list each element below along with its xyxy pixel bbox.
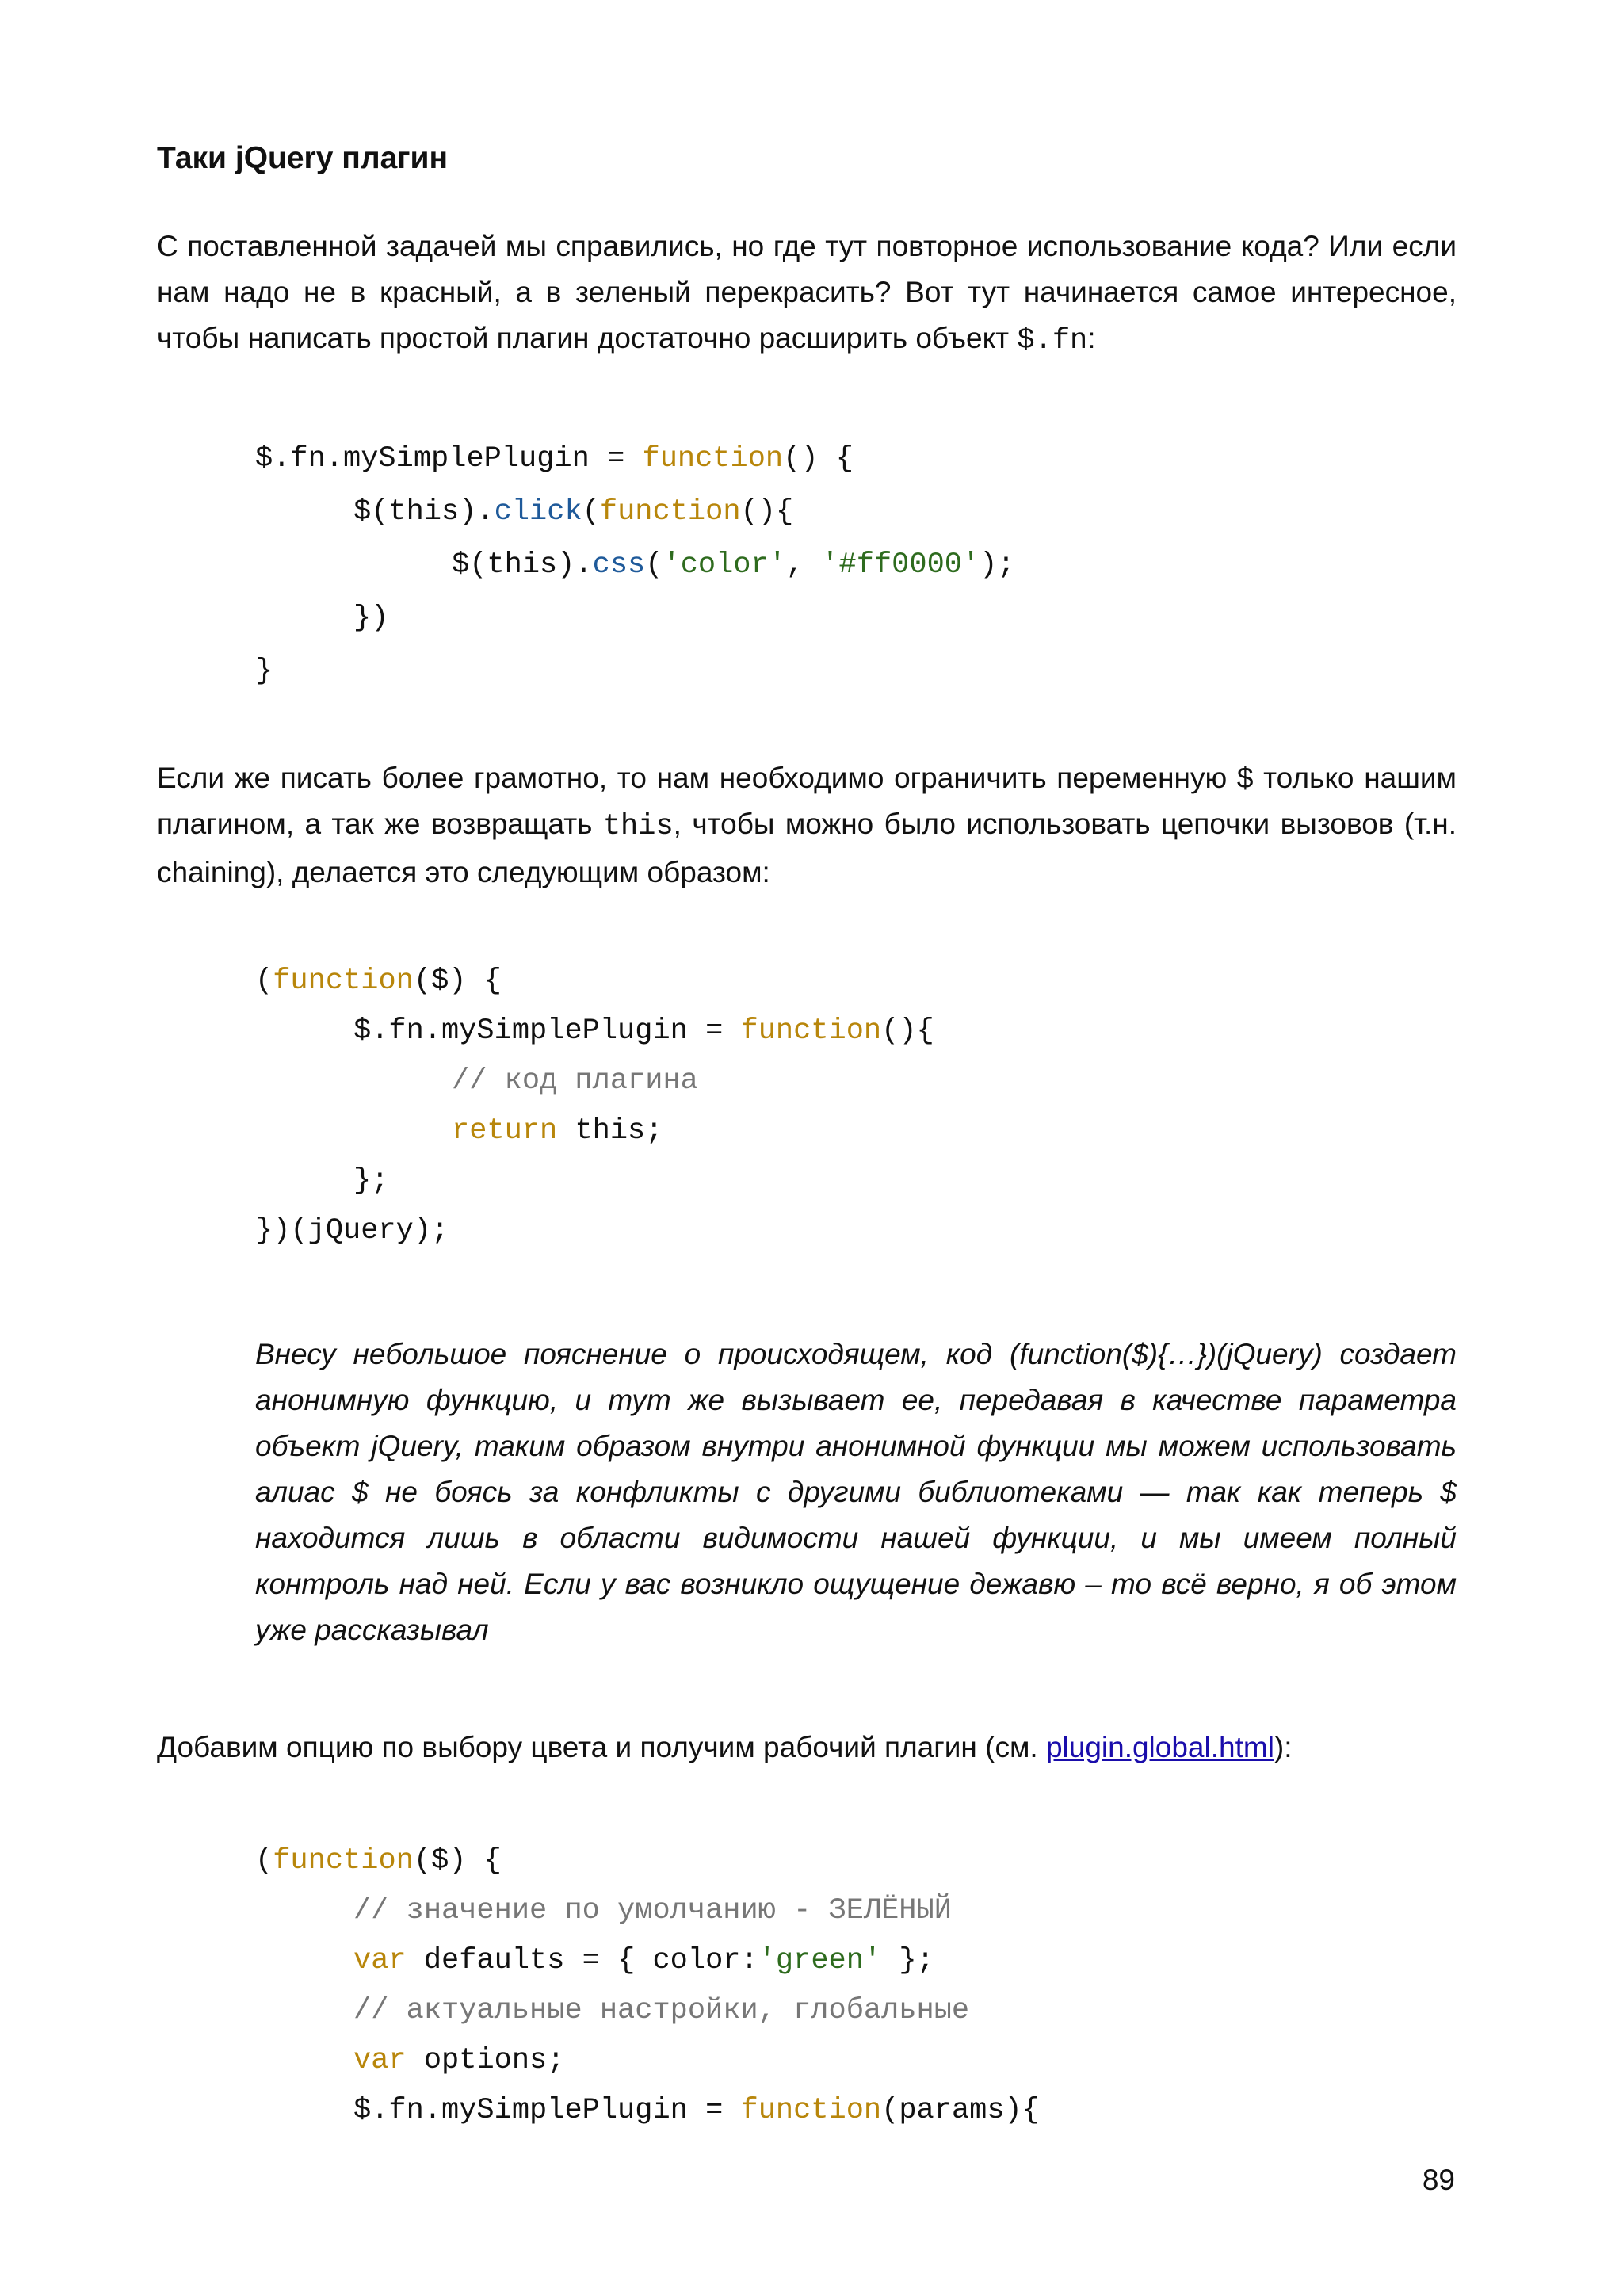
code-token-kw: function xyxy=(642,442,784,476)
code-line xyxy=(255,539,1015,592)
code-line xyxy=(255,1056,934,1106)
code-token: $.fn.mySimplePlugin = xyxy=(255,442,643,476)
inline-code-this: this xyxy=(602,810,674,843)
code-token-kw: var xyxy=(353,2044,407,2077)
code-token-kw: function xyxy=(740,2094,882,2127)
code-token: $.fn.mySimplePlugin = xyxy=(353,1014,741,1048)
code-line xyxy=(255,1156,934,1206)
paragraph-scoping xyxy=(157,755,1457,896)
code-block-closure-plugin xyxy=(255,957,934,1256)
page-number: 89 xyxy=(1422,2164,1455,2196)
paragraph-options xyxy=(157,1725,1457,1771)
code-token-cmt: // значение по умолчанию - ЗЕЛЁНЫЙ xyxy=(353,1894,952,1927)
code-line xyxy=(255,1936,1040,1986)
code-line xyxy=(255,2086,1040,2136)
code-line xyxy=(255,1886,1040,1936)
code-token: , xyxy=(785,548,822,582)
code-token-cmt: // актуальные настройки, глобальные xyxy=(353,1994,970,2027)
code-token: this; xyxy=(557,1114,663,1148)
code-line xyxy=(255,592,1015,645)
code-token: (params){ xyxy=(881,2094,1040,2127)
code-token: options; xyxy=(406,2044,565,2077)
code-line xyxy=(255,645,1015,698)
code-token: }; xyxy=(353,1164,389,1198)
code-line xyxy=(255,1836,1040,1886)
code-block-simple-plugin xyxy=(255,433,1015,698)
paragraph-intro xyxy=(157,223,1457,364)
code-token: () { xyxy=(783,442,854,476)
explanation-note: Внесу небольшое пояснение о происходящем, код (function($){…})(jQuery) создает анонимную функцию, и тут же вызывает ее, передавая в качестве параметра объект jQuery, таким образом внутри анонимной функции мы можем использовать алиас $ не боясь за конфликты с другими библиотеками — так как теперь $ находится лишь в области видимости нашей функции, и мы имеем полный контроль над ней. Если у вас возникло ощущение дежавю – то всё верно, я об этом уже рассказывал xyxy=(255,1338,1457,1646)
code-token-fn: css xyxy=(592,548,646,582)
code-token: $.fn.mySimplePlugin = xyxy=(353,2094,741,2127)
code-line xyxy=(255,957,934,1007)
paragraph-scoping-text-2: , чтобы можно было использовать цепочки вызовов (т.н. chaining), делается это следующим образом: xyxy=(157,808,1457,888)
code-token: (){ xyxy=(881,1014,934,1048)
paragraph-options-text: Добавим опцию по выбору цвета и получим рабочий плагин (см. xyxy=(157,1731,1046,1763)
code-token: ($) { xyxy=(413,1844,502,1878)
code-token-fn: click xyxy=(494,495,582,529)
code-token: ); xyxy=(980,548,1015,582)
plugin-global-link[interactable]: plugin.global.html xyxy=(1045,1731,1274,1763)
code-token-kw: function xyxy=(273,965,414,998)
paragraph-options-end: ): xyxy=(1274,1731,1293,1763)
code-token: ( xyxy=(645,548,663,582)
code-token-kw: function xyxy=(740,1014,882,1048)
paragraph-intro-end: : xyxy=(1087,322,1096,354)
code-token: (){ xyxy=(740,495,794,529)
code-token-cmt: // код плагина xyxy=(452,1064,698,1098)
code-token: $(this). xyxy=(353,495,495,529)
code-token: ( xyxy=(582,495,600,529)
code-token-kw: function xyxy=(599,495,741,529)
paragraph-intro-text: С поставленной задачей мы справились, но где тут повторное использование кода? Или если нам надо не в красный, а в зеленый перекрасить? Вот тут начинается самое интересное, чтобы написать простой плагин достаточно расширить объект xyxy=(157,230,1457,354)
code-token-str: 'green' xyxy=(758,1944,882,1977)
code-token-kw: return xyxy=(452,1114,558,1148)
code-token-kw: var xyxy=(353,1944,407,1977)
code-line xyxy=(255,1007,934,1056)
code-block-options-plugin xyxy=(255,1836,1040,2136)
code-token: $(this). xyxy=(452,548,593,582)
code-token-str: '#ff0000' xyxy=(821,548,980,582)
code-line xyxy=(255,433,1015,486)
code-token: ( xyxy=(255,965,273,998)
code-line xyxy=(255,1986,1040,2036)
code-token: ($) { xyxy=(413,965,502,998)
code-token: ( xyxy=(255,1844,273,1878)
code-line xyxy=(255,1206,934,1256)
code-token: }) xyxy=(353,602,389,635)
paragraph-scoping-text-1: Если же писать более грамотно, то нам необходимо ограничить переменную $ только нашим плагином, а так же возвращать xyxy=(157,762,1457,840)
code-token-str: 'color' xyxy=(663,548,786,582)
code-line xyxy=(255,486,1015,539)
code-line xyxy=(255,2036,1040,2086)
code-token: })(jQuery); xyxy=(255,1214,449,1247)
code-token: } xyxy=(255,655,273,688)
code-token: }; xyxy=(881,1944,934,1977)
inline-code-fn: $.fn xyxy=(1017,324,1088,357)
code-token-kw: function xyxy=(273,1844,414,1878)
section-heading: Таки jQuery плагин xyxy=(157,141,449,175)
code-line xyxy=(255,1106,934,1156)
code-token: defaults = { color: xyxy=(406,1944,758,1977)
